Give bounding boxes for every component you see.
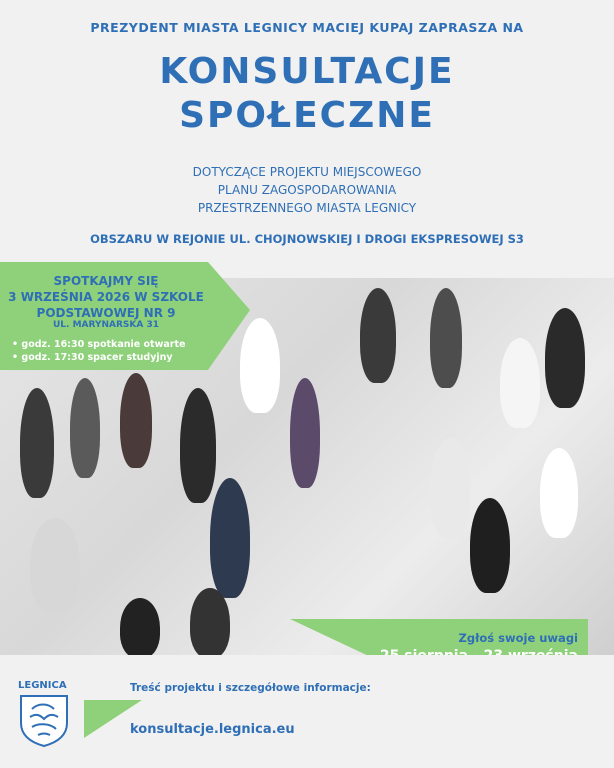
legnica-crest-icon	[18, 693, 70, 747]
page-title	[0, 50, 614, 138]
meeting-title	[0, 273, 212, 321]
area-description: OBSZARU W REJONIE UL. CHOJNOWSKIEJ I DROGI EKSPRESOWEJ S3	[90, 232, 524, 246]
meeting-line-2: 3 WRZEŚNIA 2026 W SZKOLE	[8, 290, 204, 304]
meeting-line-1: SPOTKAJMY SIĘ	[53, 274, 159, 288]
subtitle-line-3: PRZESTRZENNEGO MIASTA LEGNICY	[197, 201, 417, 215]
subtitle	[0, 163, 614, 217]
meeting-banner	[0, 262, 250, 370]
website-link[interactable]: konsultacje.legnica.eu	[130, 722, 295, 737]
schedule-item: • godz. 16:30 spotkanie otwarte	[12, 338, 185, 351]
title-line-1: KONSULTACJE	[159, 51, 455, 92]
comments-label: Zgłoś swoje uwagi	[458, 631, 578, 645]
subtitle-line-2: PLANU ZAGOSPODAROWANIA	[217, 183, 397, 197]
meeting-line-3: PODSTAWOWEJ NR 9	[36, 306, 176, 320]
info-label: Treść projektu i szczegółowe informacje:	[130, 682, 371, 694]
city-name: LEGNICA	[18, 680, 67, 691]
subtitle-line-1: DOTYCZĄCE PROJEKTU MIEJSCOWEGO	[192, 165, 422, 179]
header-area	[0, 0, 614, 278]
invite-line: PREZYDENT MIASTA LEGNICY MACIEJ KUPAJ ZAPRASZA NA	[90, 20, 524, 35]
title-line-2: SPOŁECZNE	[179, 95, 435, 136]
meeting-schedule	[12, 338, 185, 364]
schedule-item: • godz. 17:30 spacer studyjny	[12, 351, 185, 364]
meeting-address: UL. MARYNARSKA 31	[53, 320, 159, 330]
